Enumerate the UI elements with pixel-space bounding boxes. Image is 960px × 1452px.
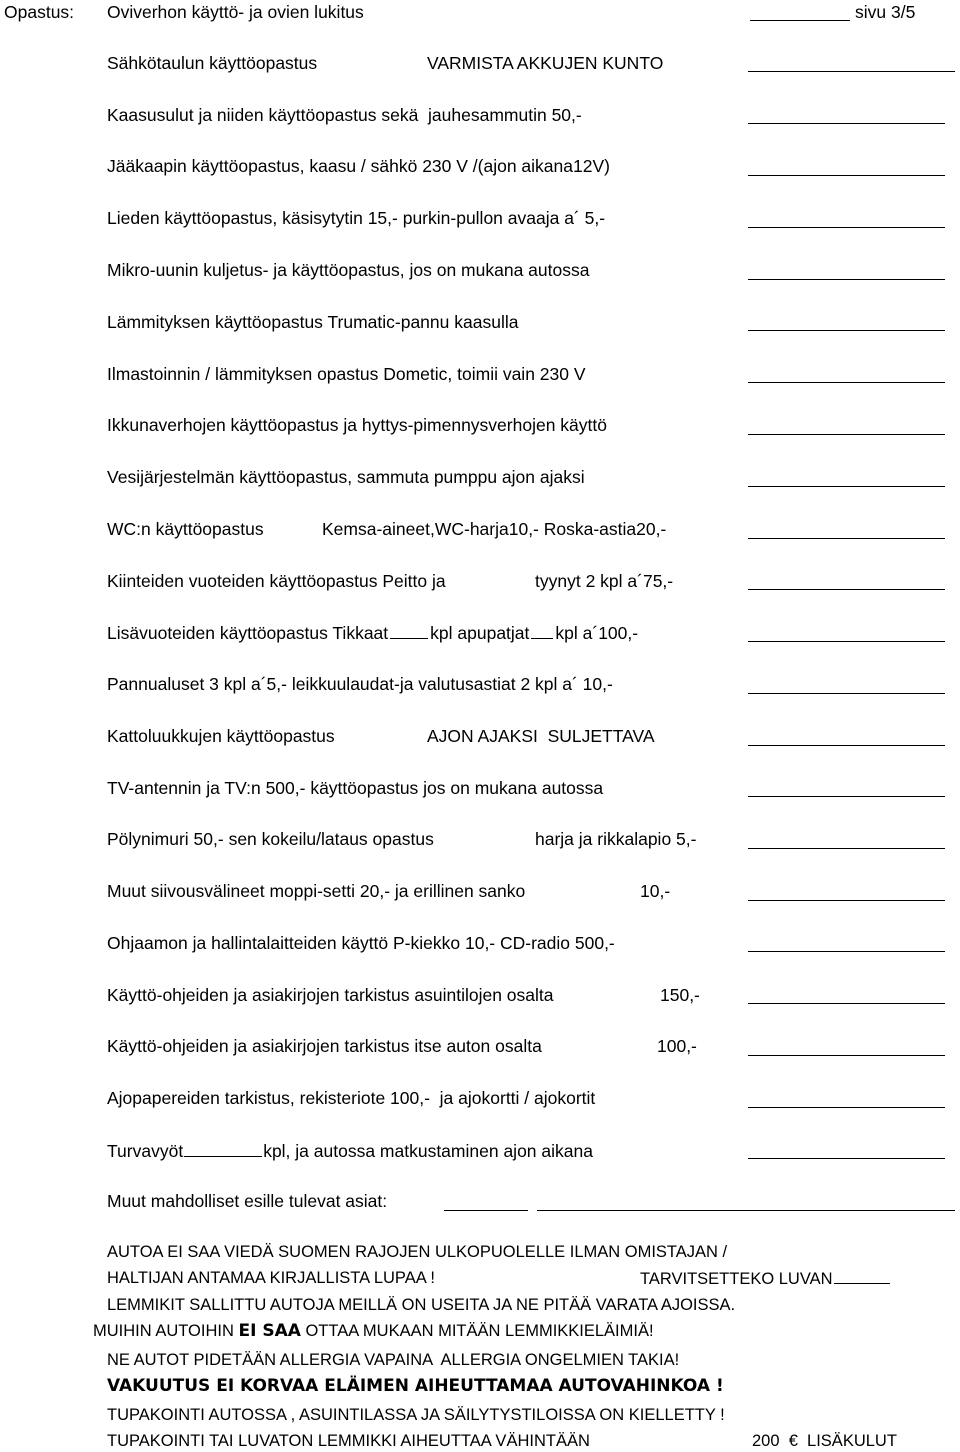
checkbox-line[interactable] xyxy=(748,330,945,331)
checklist-item-water-system: Vesijärjestelmän käyttöopastus, sammuta pumppu ajon ajaksi xyxy=(107,467,585,487)
notice-no-smoking: TUPAKOINTI AUTOSSA , ASUINTILASSA JA SÄILYTYSTILOISSA ON KIELLETTY ! xyxy=(107,1406,725,1424)
header-label: Opastus: xyxy=(4,2,75,22)
checkbox-line[interactable] xyxy=(748,175,945,176)
checkbox-line[interactable] xyxy=(748,434,945,435)
checklist-item-microwave: Mikro-uunin kuljetus- ja käyttöopastus, jos on mukana autossa xyxy=(107,260,590,280)
checkbox-line[interactable] xyxy=(748,693,945,694)
checklist-item-kitchen-boards: Pannualuset 3 kpl a´5,- leikkuulaudat-ja valutusastiat 2 kpl a´ 10,- xyxy=(107,674,613,694)
notice-allergy-free: NE AUTOT PIDETÄÄN ALLERGIA VAPAINA ALLERGIA ONGELMIEN TAKIA! xyxy=(107,1351,680,1369)
checkbox-line[interactable] xyxy=(748,123,945,124)
checklist-note-bucket-price: 10,- xyxy=(640,881,671,901)
checklist-item-vacuum: Pölynimuri 50,- sen kokeilu/lataus opastus xyxy=(107,829,434,849)
other-matters-blank[interactable] xyxy=(444,1210,528,1211)
checklist-item-other-matters: Muut mahdolliset esille tulevat asiat: xyxy=(107,1191,388,1211)
checklist-item-gas-valves: Kaasusulut ja niiden käyttöopastus sekä jauhesammutin 50,- xyxy=(107,105,582,125)
extra-beds-price: kpl a´100,- xyxy=(555,623,639,643)
checklist-note-docs-living-price: 150,- xyxy=(660,985,700,1005)
notice-need-permission xyxy=(640,1270,890,1288)
checklist-item-roof-hatches: Kattoluukkujen käyttöopastus xyxy=(107,726,335,746)
checklist-item-wc: WC:n käyttöopastus xyxy=(107,519,264,539)
checkbox-line[interactable] xyxy=(748,279,945,280)
header-blank-line xyxy=(750,20,850,21)
checklist-note-wc-supplies: Kemsa-aineet,WC-harja10,- Roska-astia20,- xyxy=(322,519,667,539)
checklist-note-batteries: VARMISTA AKKUJEN KUNTO xyxy=(427,53,664,73)
checkbox-line[interactable] xyxy=(748,900,945,901)
no-pets-suffix: OTTAA MUKAAN MITÄÄN LEMMIKKIELÄIMIÄ! xyxy=(300,1322,654,1340)
notice-extra-charge: TUPAKOINTI TAI LUVATON LEMMIKKI AIHEUTTAA VÄHINTÄÄN xyxy=(107,1432,590,1450)
checklist-item-docs-living: Käyttö-ohjeiden ja asiakirjojen tarkistus asuintilojen osalta xyxy=(107,985,554,1005)
seatbelts-note: kpl, ja autossa matkustaminen ajon aikana xyxy=(263,1141,593,1161)
checkbox-line[interactable] xyxy=(748,589,945,590)
checklist-item-air-conditioning: Ilmastoinnin / lämmityksen opastus Dometic, toimii vain 230 V xyxy=(107,364,586,384)
checklist-item-tv: TV-antennin ja TV:n 500,- käyttöopastus jos on mukana autossa xyxy=(107,778,604,798)
checklist-note-brush-dustpan: harja ja rikkalapio 5,- xyxy=(535,829,697,849)
checkbox-line[interactable] xyxy=(748,1055,945,1056)
checkbox-line[interactable] xyxy=(748,745,945,746)
permission-answer-blank[interactable] xyxy=(834,1270,890,1284)
checklist-item-electrical-panel: Sähkötaulun käyttöopastus xyxy=(107,53,318,73)
checklist-item-window-blinds: Ikkunaverhojen käyttöopastus ja hyttys-pimennysverhojen käyttö xyxy=(107,415,607,435)
seatbelts-label: Turvavyöt xyxy=(107,1141,184,1161)
checklist-item-cleaning-tools: Muut siivousvälineet moppi-setti 20,- ja erillinen sanko xyxy=(107,881,526,901)
no-pets-emphasis: EI SAA xyxy=(238,1321,301,1341)
checklist-note-pillows: tyynyt 2 kpl a´75,- xyxy=(535,571,674,591)
checkbox-line[interactable] xyxy=(748,1107,945,1108)
notice-extra-charge-amount: 200 € LISÄKULUT xyxy=(752,1432,897,1450)
notice-insurance: VAKUUTUS EI KORVAA ELÄIMEN AIHEUTTAMAA AUTOVAHINKOA ! xyxy=(107,1376,724,1396)
seatbelt-count-blank[interactable] xyxy=(184,1142,262,1157)
checklist-item-fridge: Jääkaapin käyttöopastus, kaasu / sähkö 230 V /(ajon aikana12V) xyxy=(107,156,610,176)
checkbox-line[interactable] xyxy=(748,1158,945,1159)
checkbox-line[interactable] xyxy=(748,848,945,849)
checklist-item-fixed-beds: Kiinteiden vuoteiden käyttöopastus Peitto ja xyxy=(107,571,446,591)
checklist-note-close-while-driving: AJON AJAKSI SULJETTAVA xyxy=(427,726,655,746)
page-title: Oviverhon käyttö- ja ovien lukitus xyxy=(107,2,364,22)
notice-written-permission: HALTIJAN ANTAMAA KIRJALLISTA LUPAA ! xyxy=(107,1269,435,1287)
notice-no-abroad: AUTOA EI SAA VIEDÄ SUOMEN RAJOJEN ULKOPUOLELLE ILMAN OMISTAJAN / xyxy=(107,1243,728,1261)
checkbox-line[interactable] xyxy=(748,796,945,797)
extra-beds-label: Lisävuoteiden käyttöopastus Tikkaat xyxy=(107,623,389,643)
ladders-count-blank[interactable] xyxy=(390,624,428,639)
checklist-item-docs-vehicle: Käyttö-ohjeiden ja asiakirjojen tarkistus itse auton osalta xyxy=(107,1036,542,1056)
checklist-item-extra-beds xyxy=(107,624,638,643)
extra-beds-mattress-label: kpl apupatjat xyxy=(430,623,530,643)
no-pets-prefix: MUIHIN AUTOIHIN xyxy=(93,1322,239,1340)
notice-pets-allowed: LEMMIKIT SALLITTU AUTOJA MEILLÄ ON USEITA JA NE PITÄÄ VARATA AJOISSA. xyxy=(107,1296,736,1314)
checkbox-line[interactable] xyxy=(748,382,945,383)
checklist-item-heating: Lämmityksen käyttöopastus Trumatic-pannu kaasulla xyxy=(107,312,519,332)
checkbox-line[interactable] xyxy=(748,951,945,952)
checkbox-line[interactable] xyxy=(748,227,945,228)
checkbox-line[interactable] xyxy=(748,641,945,642)
mattress-count-blank[interactable] xyxy=(531,624,553,639)
checkbox-line[interactable] xyxy=(748,538,945,539)
checkbox-line[interactable] xyxy=(748,71,955,72)
checklist-item-cockpit: Ohjaamon ja hallintalaitteiden käyttö P-kiekko 10,- CD-radio 500,- xyxy=(107,933,615,953)
need-permission-label: TARVITSETTEKO LUVAN xyxy=(640,1270,833,1288)
other-matters-blank-long[interactable] xyxy=(537,1210,955,1211)
page-number: sivu 3/5 xyxy=(855,2,916,22)
checkbox-line[interactable] xyxy=(748,1003,945,1004)
checklist-note-docs-vehicle-price: 100,- xyxy=(657,1036,697,1056)
notice-no-pets-others xyxy=(93,1323,654,1340)
checklist-item-registration: Ajopapereiden tarkistus, rekisteriote 100,- ja ajokortti / ajokortit xyxy=(107,1088,596,1108)
checklist-item-seatbelts xyxy=(107,1142,593,1161)
checkbox-line[interactable] xyxy=(748,486,945,487)
checklist-item-stove: Lieden käyttöopastus, käsisytytin 15,- purkin-pullon avaaja a´ 5,- xyxy=(107,208,606,228)
